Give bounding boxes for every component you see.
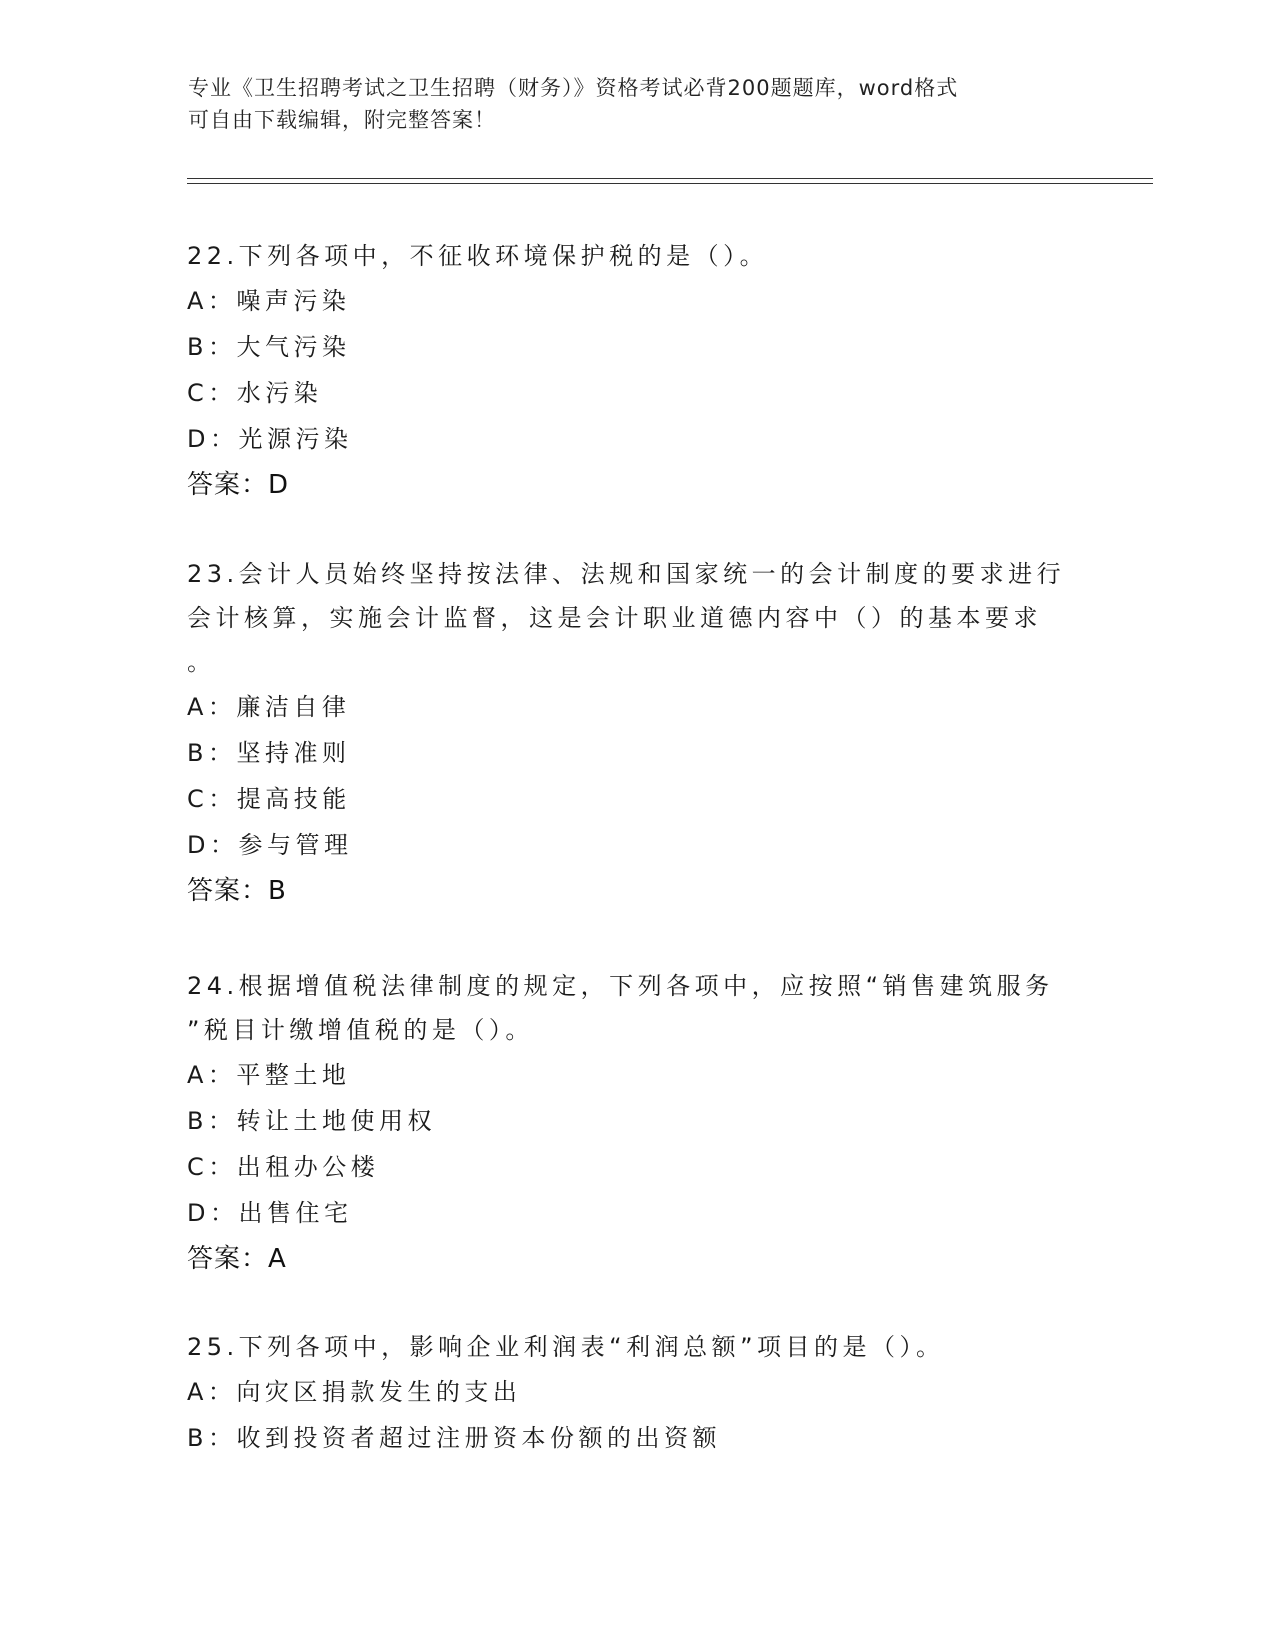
question-stem: [187, 964, 1087, 1052]
option-d: D：出售住宅: [187, 1199, 353, 1227]
option-a: A：噪声污染: [187, 287, 351, 315]
header-rule-bottom: [187, 183, 1153, 184]
document-header: [188, 72, 1088, 136]
question-stem-line: 会计核算，实施会计监督，这是会计职业道德内容中（）的基本要求: [187, 604, 1042, 632]
header-rule-top: [187, 178, 1153, 179]
question-24: [187, 964, 1087, 1282]
question-stem-line: 22.下列各项中，不征收环境保护税的是（）。: [187, 242, 769, 270]
answer: 答案：A: [187, 1244, 287, 1274]
question-stem: [187, 552, 1087, 684]
option-c: C：出租办公楼: [187, 1153, 380, 1181]
question-22: [187, 234, 1087, 508]
answer: 答案：D: [187, 470, 290, 500]
header-line-2: 可自由下载编辑，附完整答案！: [188, 108, 496, 132]
option-a: A：向灾区捐款发生的支出: [187, 1378, 522, 1406]
question-25: [187, 1325, 1087, 1461]
option-b: B：大气污染: [187, 333, 351, 361]
answer: 答案：B: [187, 876, 287, 906]
header-line-1: 专业《卫生招聘考试之卫生招聘（财务）》资格考试必背200题题库，word格式: [188, 76, 959, 100]
option-a: A：廉洁自律: [187, 693, 351, 721]
question-stem: [187, 234, 1087, 278]
question-stem-line: 25.下列各项中，影响企业利润表“利润总额”项目的是（）。: [187, 1333, 945, 1361]
question-stem-line: ”税目计缴增值税的是（）。: [187, 1016, 534, 1044]
option-a: A：平整土地: [187, 1061, 351, 1089]
question-stem-line: 。: [187, 648, 216, 676]
option-c: C：水污染: [187, 379, 323, 407]
option-d: D：参与管理: [187, 831, 353, 859]
option-b: B：转让土地使用权: [187, 1107, 436, 1135]
option-b: B：坚持准则: [187, 739, 351, 767]
question-stem-line: 23.会计人员始终坚持按法律、法规和国家统一的会计制度的要求进行: [187, 560, 1066, 588]
question-23: [187, 552, 1087, 914]
option-b: B：收到投资者超过注册资本份额的出资额: [187, 1424, 721, 1452]
option-d: D：光源污染: [187, 425, 353, 453]
question-stem: [187, 1325, 1087, 1369]
question-stem-line: 24.根据增值税法律制度的规定，下列各项中，应按照“销售建筑服务: [187, 972, 1054, 1000]
option-c: C：提高技能: [187, 785, 351, 813]
